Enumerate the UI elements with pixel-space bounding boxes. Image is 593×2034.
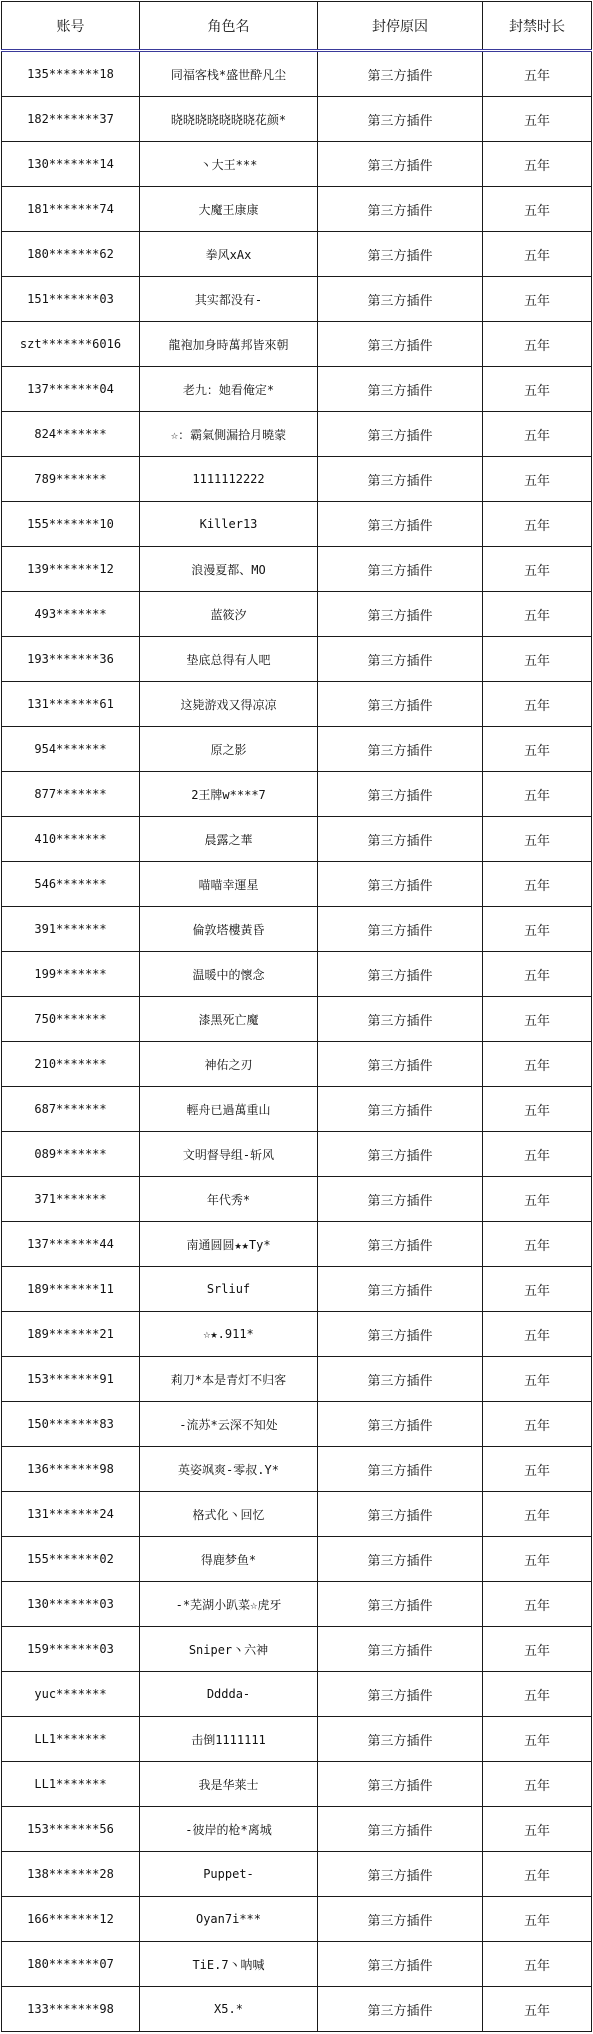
ban-reason-cell: 第三方插件 <box>318 1267 483 1312</box>
ban-duration-cell: 五年 <box>483 682 592 727</box>
account-cell: szt*******6016 <box>2 322 140 367</box>
ban-reason-cell: 第三方插件 <box>318 727 483 772</box>
ban-reason-cell: 第三方插件 <box>318 187 483 232</box>
ban-reason-cell: 第三方插件 <box>318 682 483 727</box>
account-cell: LL1******* <box>2 1762 140 1807</box>
ban-reason-cell: 第三方插件 <box>318 1312 483 1357</box>
table-row <box>2 187 592 232</box>
role-name-cell: TiE.7丶呐喊 <box>140 1942 318 1987</box>
ban-reason-cell: 第三方插件 <box>318 277 483 322</box>
account-cell: 139*******12 <box>2 547 140 592</box>
table-header-row <box>2 2 592 51</box>
ban-duration-cell: 五年 <box>483 1942 592 1987</box>
role-name-cell: -彼岸的枪*离城 <box>140 1807 318 1852</box>
account-cell: 410******* <box>2 817 140 862</box>
ban-duration-cell: 五年 <box>483 1987 592 2032</box>
ban-reason-cell: 第三方插件 <box>318 1897 483 1942</box>
table-row <box>2 412 592 457</box>
role-name-cell: Killer13 <box>140 502 318 547</box>
table-row <box>2 817 592 862</box>
ban-duration-cell: 五年 <box>483 1312 592 1357</box>
table-row <box>2 772 592 817</box>
role-name-cell: 英姿飒爽-零叔.Y* <box>140 1447 318 1492</box>
table-row <box>2 277 592 322</box>
header-account: 账号 <box>2 2 140 51</box>
role-name-cell: 龍袍加身時萬邦皆來朝 <box>140 322 318 367</box>
ban-duration-cell: 五年 <box>483 952 592 997</box>
account-cell: 151*******03 <box>2 277 140 322</box>
account-cell: 391******* <box>2 907 140 952</box>
ban-duration-cell: 五年 <box>483 1402 592 1447</box>
role-name-cell: 得鹿梦鱼* <box>140 1537 318 1582</box>
ban-duration-cell: 五年 <box>483 1267 592 1312</box>
role-name-cell: 漆黑死亡魔 <box>140 997 318 1042</box>
role-name-cell: Sniper丶六神 <box>140 1627 318 1672</box>
role-name-cell: ☆：霸氣側漏拾月曉蒙 <box>140 412 318 457</box>
table-row <box>2 1402 592 1447</box>
account-cell: 155*******10 <box>2 502 140 547</box>
account-cell: 155*******02 <box>2 1537 140 1582</box>
table-row <box>2 1537 592 1582</box>
role-name-cell: -流苏*云深不知处 <box>140 1402 318 1447</box>
table-row <box>2 1807 592 1852</box>
ban-duration-cell: 五年 <box>483 232 592 277</box>
table-row <box>2 1177 592 1222</box>
ban-duration-cell: 五年 <box>483 367 592 412</box>
ban-duration-cell: 五年 <box>483 592 592 637</box>
table-row <box>2 862 592 907</box>
table-row <box>2 637 592 682</box>
ban-reason-cell: 第三方插件 <box>318 1807 483 1852</box>
table-row <box>2 322 592 367</box>
ban-reason-cell: 第三方插件 <box>318 1222 483 1267</box>
role-name-cell: 2王牌w****7 <box>140 772 318 817</box>
header-ban-duration: 封禁时长 <box>483 2 592 51</box>
account-cell: 138*******28 <box>2 1852 140 1897</box>
account-cell: 130*******03 <box>2 1582 140 1627</box>
role-name-cell: 倫敦塔樓黃昏 <box>140 907 318 952</box>
ban-duration-cell: 五年 <box>483 1177 592 1222</box>
ban-reason-cell: 第三方插件 <box>318 1447 483 1492</box>
ban-reason-cell: 第三方插件 <box>318 862 483 907</box>
ban-reason-cell: 第三方插件 <box>318 1132 483 1177</box>
table-row <box>2 1852 592 1897</box>
ban-reason-cell: 第三方插件 <box>318 637 483 682</box>
ban-reason-cell: 第三方插件 <box>318 1402 483 1447</box>
ban-duration-cell: 五年 <box>483 97 592 142</box>
ban-duration-cell: 五年 <box>483 1582 592 1627</box>
ban-duration-cell: 五年 <box>483 1222 592 1267</box>
role-name-cell: 温暖中的懷念 <box>140 952 318 997</box>
table-row <box>2 547 592 592</box>
account-cell: 193*******36 <box>2 637 140 682</box>
table-row <box>2 1942 592 1987</box>
table-row <box>2 1492 592 1537</box>
table-row <box>2 1042 592 1087</box>
account-cell: 687******* <box>2 1087 140 1132</box>
ban-reason-cell: 第三方插件 <box>318 232 483 277</box>
table-row <box>2 1267 592 1312</box>
table-row <box>2 1132 592 1177</box>
ban-reason-cell: 第三方插件 <box>318 1042 483 1087</box>
account-cell: 153*******56 <box>2 1807 140 1852</box>
account-cell: 750******* <box>2 997 140 1042</box>
account-cell: 954******* <box>2 727 140 772</box>
ban-duration-cell: 五年 <box>483 862 592 907</box>
role-name-cell: 老九：她看俺定* <box>140 367 318 412</box>
account-cell: 153*******91 <box>2 1357 140 1402</box>
header-role-name: 角色名 <box>140 2 318 51</box>
table-row <box>2 997 592 1042</box>
ban-duration-cell: 五年 <box>483 1627 592 1672</box>
role-name-cell: Srliuf <box>140 1267 318 1312</box>
ban-duration-cell: 五年 <box>483 502 592 547</box>
role-name-cell: 1111112222 <box>140 457 318 502</box>
role-name-cell: 南通圆圆★★Ty* <box>140 1222 318 1267</box>
role-name-cell: 其实都没有- <box>140 277 318 322</box>
role-name-cell: 拳风xAx <box>140 232 318 277</box>
role-name-cell: X5.* <box>140 1987 318 2032</box>
account-cell: LL1******* <box>2 1717 140 1762</box>
account-cell: 210******* <box>2 1042 140 1087</box>
ban-reason-cell: 第三方插件 <box>318 457 483 502</box>
table-row <box>2 1897 592 1942</box>
role-name-cell: Puppet- <box>140 1852 318 1897</box>
ban-duration-cell: 五年 <box>483 772 592 817</box>
ban-reason-cell: 第三方插件 <box>318 367 483 412</box>
ban-duration-cell: 五年 <box>483 457 592 502</box>
role-name-cell: 年代秀* <box>140 1177 318 1222</box>
table-row <box>2 1312 592 1357</box>
role-name-cell: 丶大王*** <box>140 142 318 187</box>
account-cell: 789******* <box>2 457 140 502</box>
ban-duration-cell: 五年 <box>483 277 592 322</box>
ban-duration-cell: 五年 <box>483 142 592 187</box>
ban-duration-cell: 五年 <box>483 322 592 367</box>
ban-reason-cell: 第三方插件 <box>318 907 483 952</box>
ban-reason-cell: 第三方插件 <box>318 1987 483 2032</box>
account-cell: 135*******18 <box>2 51 140 97</box>
role-name-cell: 垫底总得有人吧 <box>140 637 318 682</box>
account-cell: 159*******03 <box>2 1627 140 1672</box>
account-cell: 130*******14 <box>2 142 140 187</box>
ban-duration-cell: 五年 <box>483 412 592 457</box>
table-row <box>2 1987 592 2032</box>
role-name-cell: 同福客栈*盛世酔凡尘 <box>140 51 318 97</box>
ban-duration-cell: 五年 <box>483 1897 592 1942</box>
table-row <box>2 142 592 187</box>
account-cell: 166*******12 <box>2 1897 140 1942</box>
ban-duration-cell: 五年 <box>483 51 592 97</box>
role-name-cell: ☆★.911* <box>140 1312 318 1357</box>
ban-reason-cell: 第三方插件 <box>318 1177 483 1222</box>
table-row <box>2 592 592 637</box>
ban-duration-cell: 五年 <box>483 1132 592 1177</box>
ban-reason-cell: 第三方插件 <box>318 1357 483 1402</box>
table-row <box>2 502 592 547</box>
account-cell: 137*******44 <box>2 1222 140 1267</box>
table-row <box>2 1087 592 1132</box>
account-cell: 546******* <box>2 862 140 907</box>
account-cell: 133*******98 <box>2 1987 140 2032</box>
ban-reason-cell: 第三方插件 <box>318 1762 483 1807</box>
ban-duration-cell: 五年 <box>483 1762 592 1807</box>
ban-reason-cell: 第三方插件 <box>318 1717 483 1762</box>
table-row <box>2 51 592 97</box>
role-name-cell: 格式化丶回忆 <box>140 1492 318 1537</box>
account-cell: 189*******21 <box>2 1312 140 1357</box>
role-name-cell: 大魔王康康 <box>140 187 318 232</box>
account-cell: 136*******98 <box>2 1447 140 1492</box>
table-row <box>2 1717 592 1762</box>
table-row <box>2 1582 592 1627</box>
table-row <box>2 1447 592 1492</box>
ban-reason-cell: 第三方插件 <box>318 817 483 862</box>
ban-reason-cell: 第三方插件 <box>318 1852 483 1897</box>
account-cell: 877******* <box>2 772 140 817</box>
account-cell: 371******* <box>2 1177 140 1222</box>
account-cell: 181*******74 <box>2 187 140 232</box>
account-cell: 824******* <box>2 412 140 457</box>
role-name-cell: 我是华莱士 <box>140 1762 318 1807</box>
ban-reason-cell: 第三方插件 <box>318 1942 483 1987</box>
ban-duration-cell: 五年 <box>483 727 592 772</box>
role-name-cell: 原之影 <box>140 727 318 772</box>
role-name-cell: Oyan7i*** <box>140 1897 318 1942</box>
role-name-cell: 晨露之華 <box>140 817 318 862</box>
ban-reason-cell: 第三方插件 <box>318 51 483 97</box>
ban-reason-cell: 第三方插件 <box>318 1537 483 1582</box>
account-cell: 189*******11 <box>2 1267 140 1312</box>
header-ban-reason: 封停原因 <box>318 2 483 51</box>
table-row <box>2 1672 592 1717</box>
ban-duration-cell: 五年 <box>483 1672 592 1717</box>
role-name-cell: 蓝筱汐 <box>140 592 318 637</box>
table-row <box>2 1627 592 1672</box>
role-name-cell: 莉刀*本是青灯不归客 <box>140 1357 318 1402</box>
role-name-cell: 輕舟已過萬重山 <box>140 1087 318 1132</box>
role-name-cell: 神佑之刃 <box>140 1042 318 1087</box>
table-row <box>2 952 592 997</box>
ban-duration-cell: 五年 <box>483 637 592 682</box>
table-row <box>2 907 592 952</box>
role-name-cell: 这毙游戏又得凉凉 <box>140 682 318 727</box>
table-row <box>2 727 592 772</box>
role-name-cell: 晓晓晓晓晓晓晓花颜* <box>140 97 318 142</box>
role-name-cell: 文明督导组-斩风 <box>140 1132 318 1177</box>
table-row <box>2 457 592 502</box>
ban-reason-cell: 第三方插件 <box>318 1672 483 1717</box>
table-row <box>2 232 592 277</box>
ban-reason-cell: 第三方插件 <box>318 592 483 637</box>
ban-reason-cell: 第三方插件 <box>318 1492 483 1537</box>
account-cell: 131*******61 <box>2 682 140 727</box>
ban-duration-cell: 五年 <box>483 1852 592 1897</box>
table-row <box>2 682 592 727</box>
account-cell: 180*******07 <box>2 1942 140 1987</box>
role-name-cell: 喵喵幸運星 <box>140 862 318 907</box>
account-cell: 182*******37 <box>2 97 140 142</box>
ban-reason-cell: 第三方插件 <box>318 1627 483 1672</box>
ban-reason-cell: 第三方插件 <box>318 142 483 187</box>
table-row <box>2 97 592 142</box>
ban-duration-cell: 五年 <box>483 1087 592 1132</box>
table-row <box>2 1762 592 1807</box>
ban-reason-cell: 第三方插件 <box>318 97 483 142</box>
ban-duration-cell: 五年 <box>483 997 592 1042</box>
account-cell: 180*******62 <box>2 232 140 277</box>
ban-duration-cell: 五年 <box>483 907 592 952</box>
ban-duration-cell: 五年 <box>483 547 592 592</box>
role-name-cell: -*芜湖小趴菜☆虎牙 <box>140 1582 318 1627</box>
ban-duration-cell: 五年 <box>483 1447 592 1492</box>
ban-reason-cell: 第三方插件 <box>318 1582 483 1627</box>
ban-duration-cell: 五年 <box>483 817 592 862</box>
role-name-cell: 击倒1111111 <box>140 1717 318 1762</box>
role-name-cell: 浪漫夏都、MO <box>140 547 318 592</box>
ban-duration-cell: 五年 <box>483 1717 592 1762</box>
ban-duration-cell: 五年 <box>483 1807 592 1852</box>
ban-reason-cell: 第三方插件 <box>318 772 483 817</box>
ban-duration-cell: 五年 <box>483 1492 592 1537</box>
account-cell: 089******* <box>2 1132 140 1177</box>
ban-reason-cell: 第三方插件 <box>318 1087 483 1132</box>
account-cell: yuc******* <box>2 1672 140 1717</box>
ban-reason-cell: 第三方插件 <box>318 502 483 547</box>
account-cell: 150*******83 <box>2 1402 140 1447</box>
ban-list-table <box>1 1 592 2032</box>
ban-duration-cell: 五年 <box>483 1537 592 1582</box>
table-row <box>2 1357 592 1402</box>
ban-reason-cell: 第三方插件 <box>318 322 483 367</box>
ban-duration-cell: 五年 <box>483 1357 592 1402</box>
account-cell: 131*******24 <box>2 1492 140 1537</box>
table-row <box>2 367 592 412</box>
account-cell: 199******* <box>2 952 140 997</box>
ban-duration-cell: 五年 <box>483 1042 592 1087</box>
ban-reason-cell: 第三方插件 <box>318 547 483 592</box>
table-row <box>2 1222 592 1267</box>
ban-duration-cell: 五年 <box>483 187 592 232</box>
ban-reason-cell: 第三方插件 <box>318 952 483 997</box>
role-name-cell: Dddda- <box>140 1672 318 1717</box>
account-cell: 493******* <box>2 592 140 637</box>
ban-reason-cell: 第三方插件 <box>318 412 483 457</box>
ban-reason-cell: 第三方插件 <box>318 997 483 1042</box>
account-cell: 137*******04 <box>2 367 140 412</box>
